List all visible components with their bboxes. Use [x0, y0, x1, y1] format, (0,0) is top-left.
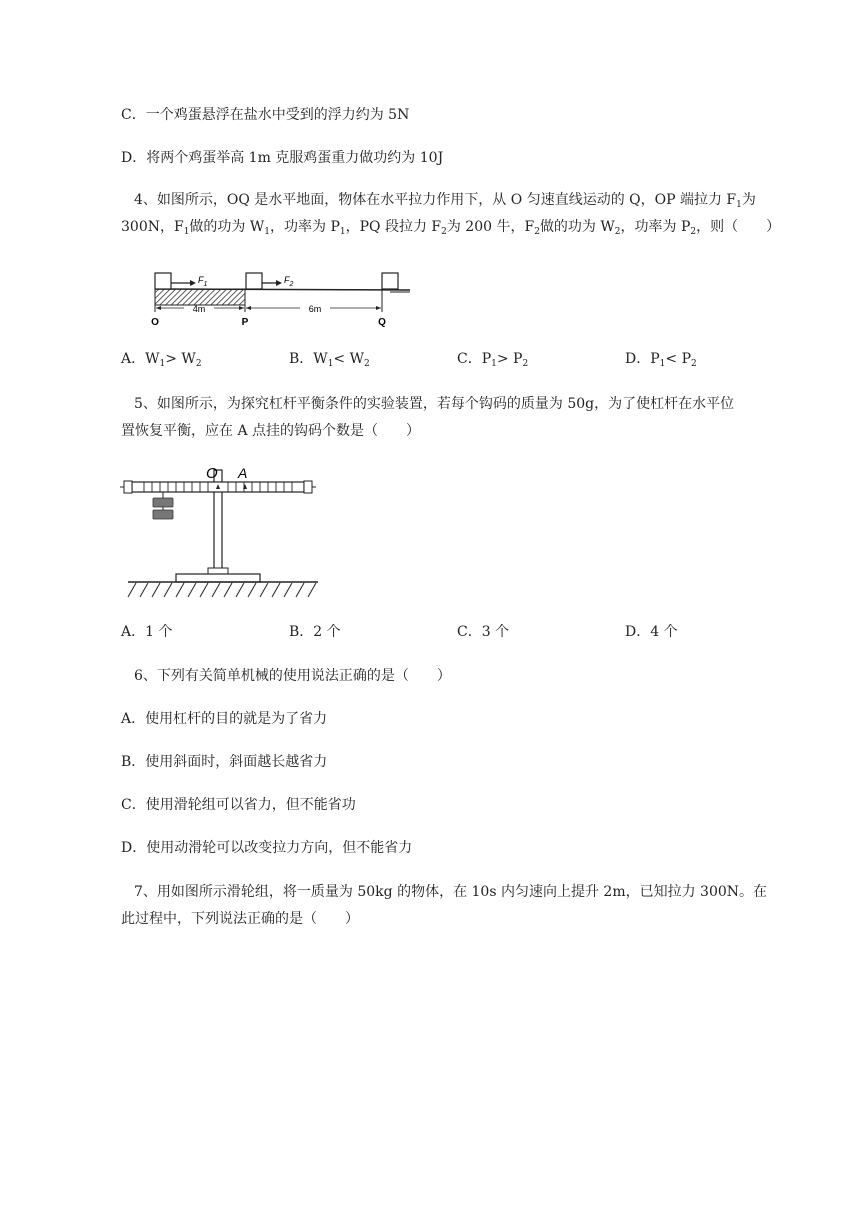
q4-option-b: B．$W_1< W_2$: [289, 351, 370, 369]
q6-stem: 6、下列有关简单机械的使用说法正确的是（ ）: [134, 668, 451, 684]
q5-option-c: C．3 个: [457, 624, 510, 640]
rough-ground-op: [155, 289, 245, 305]
hook-weight-1: [153, 498, 173, 507]
ground-line: [155, 289, 410, 290]
force-f2-label: $F_2$: [284, 275, 294, 288]
q3-option-c: C．一个鸡蛋悬浮在盐水中受到的浮力约为 5N: [121, 107, 410, 123]
q4-option-c: C．$P_1> P_2$: [457, 351, 529, 369]
point-o-label: O: [151, 317, 159, 328]
q6-option-b: B．使用斜面时，斜面越长越省力: [121, 754, 328, 770]
distance-pq-label: 6m: [308, 304, 322, 314]
block-at-p: [246, 273, 262, 289]
hook-weight-2: [153, 510, 173, 519]
q4-stem-line2: 300N，$F_1$做的功为 $W_1$，功率为 $P_1$，PQ 段拉力 $F_2$为 200 牛，$F_2$做的功为 $W_2$，功率为 $P_2$，则（ ）: [121, 219, 781, 237]
balance-nut-left: [124, 481, 132, 493]
point-q-label: Q: [378, 317, 386, 328]
force-f1-label: $F_1$: [198, 275, 208, 288]
q6-option-d: D．使用动滑轮可以改变拉力方向，但不能省力: [121, 840, 413, 856]
point-p-label: P: [241, 317, 249, 328]
q5-stem-line2: 置恢复平衡，应在 A 点挂的钩码个数是（ ）: [121, 423, 421, 439]
q5-lever-diagram: [118, 460, 328, 605]
q6-option-c: C．使用滑轮组可以省力，但不能省功: [121, 797, 356, 813]
q5-option-b: B．2 个: [289, 624, 341, 640]
pivot-o-label: O: [206, 465, 218, 482]
q7-stem-line1: 7、用如图所示滑轮组，将一质量为 50kg 的物体，在 10s 内匀速向上提升 2m，已知拉力 300N。在: [134, 884, 768, 900]
lever-stand-base: [176, 574, 260, 582]
q5-option-d: D．4 个: [625, 624, 678, 640]
q4-option-a: A．$W_1> W_2$: [121, 351, 202, 369]
q5-option-a: A．1 个: [121, 624, 173, 640]
q4-option-d: D．$P_1< P_2$: [625, 351, 697, 369]
q3-option-d: D．将两个鸡蛋举高 1m 克服鸡蛋重力做功约为 10J: [121, 150, 444, 166]
q5-stem-line1: 5、如图所示，为探究杠杆平衡条件的实验装置，若每个钩码的质量为 50g，为了使杠杆在水平位: [134, 396, 735, 412]
q7-stem-line2: 此过程中，下列说法正确的是（ ）: [121, 911, 359, 927]
balance-nut-right: [304, 481, 312, 493]
block-at-o: [155, 273, 171, 289]
q4-stem-line1: 4、如图所示，OQ 是水平地面，物体在水平拉力作用下，从 O 匀速直线运动的 Q，OP 端拉力 $F_1$为: [134, 192, 756, 210]
q4-motion-diagram: [140, 262, 420, 332]
point-a-label: A: [238, 465, 248, 481]
q6-option-a: A．使用杠杆的目的就是为了省力: [121, 711, 328, 727]
distance-op-label: 4m: [192, 304, 206, 314]
block-at-q: [382, 273, 398, 289]
